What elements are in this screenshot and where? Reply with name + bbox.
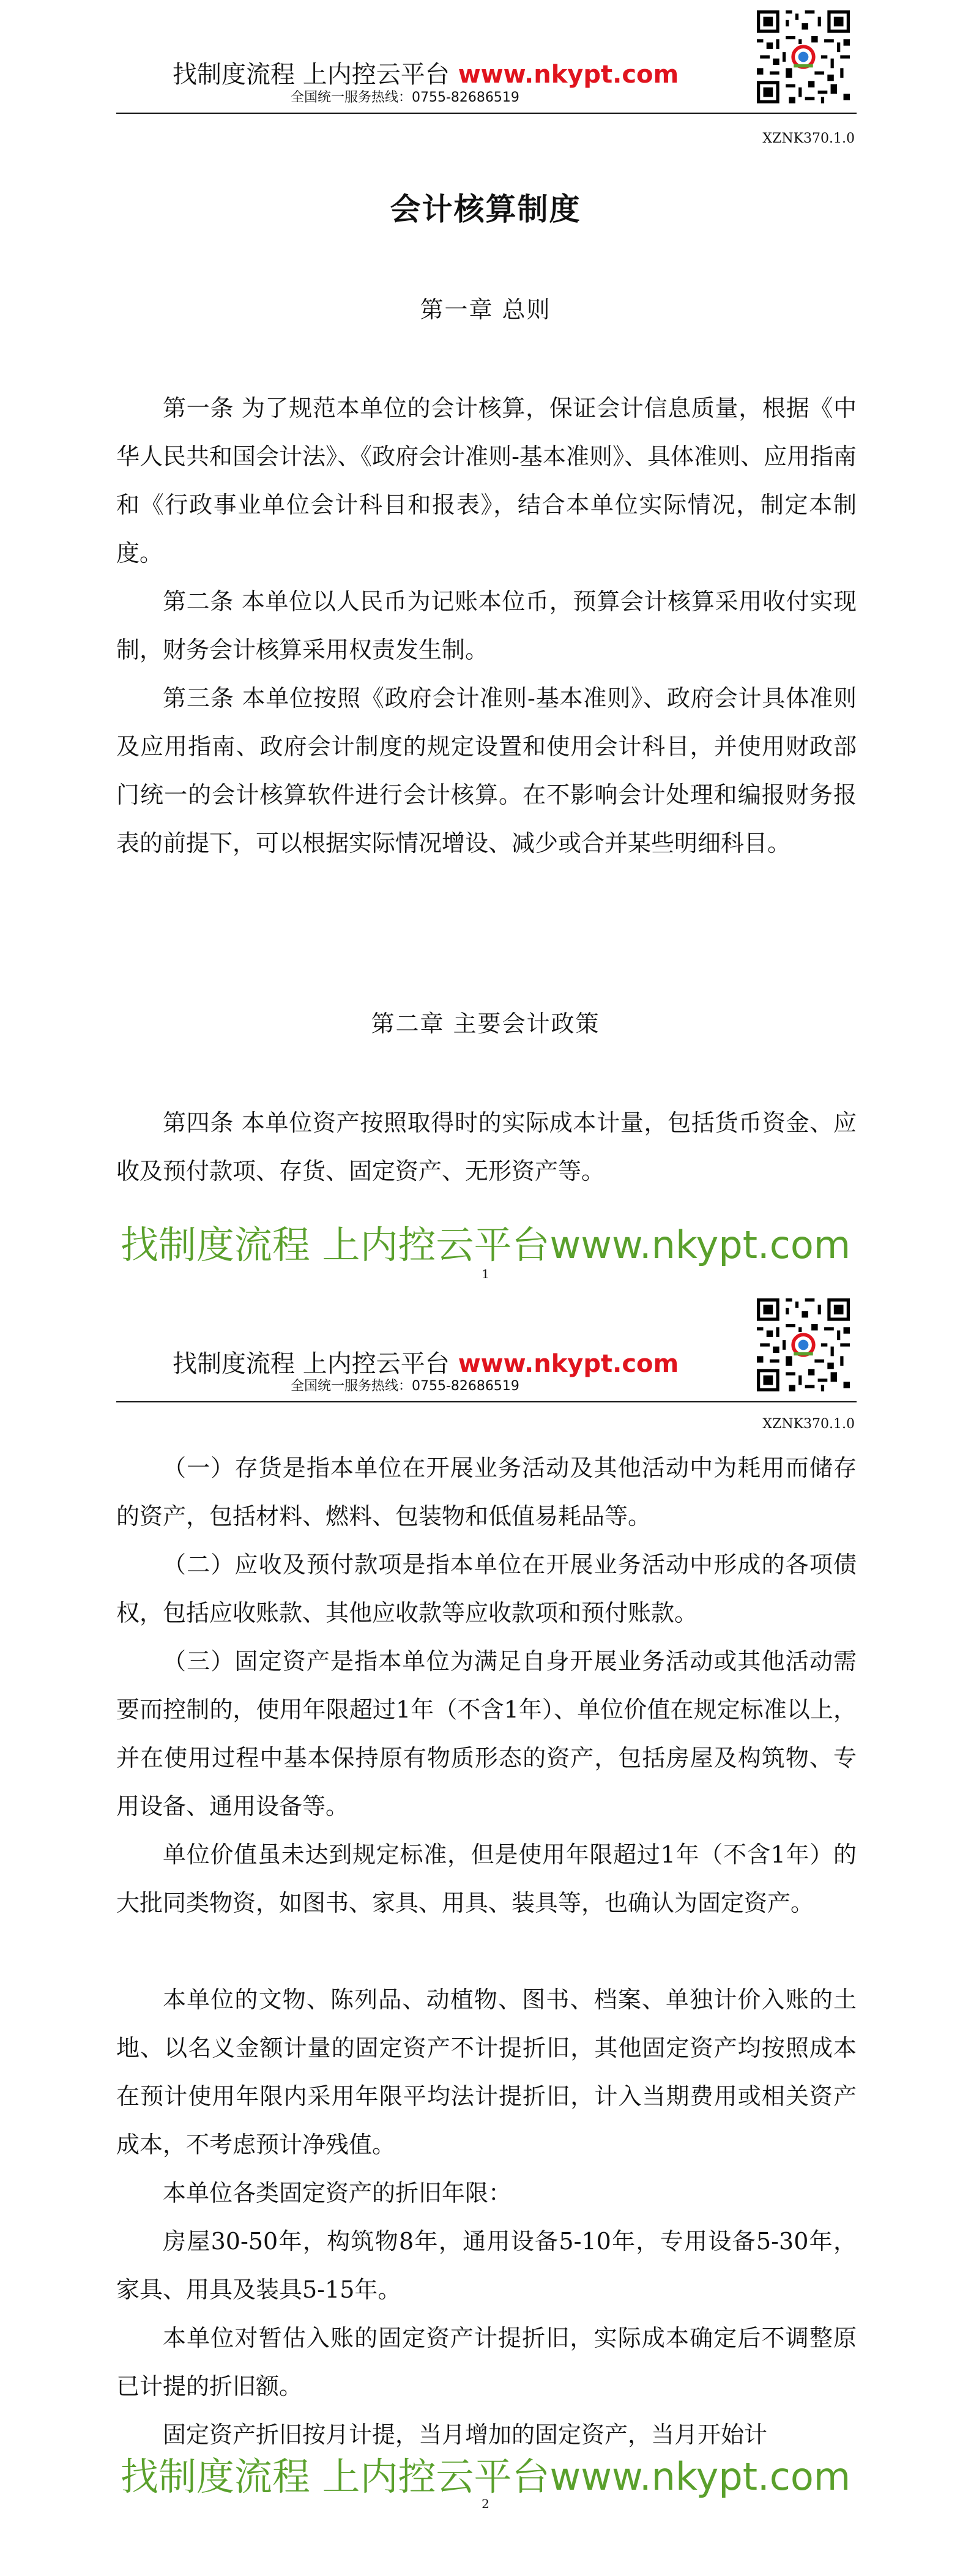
qr-code-icon <box>757 10 850 103</box>
paragraph-depreciation: 本单位的文物、陈列品、动植物、图书、档案、单独计价入账的土地、以名义金额计量的固定资产不计提折旧，其他固定资产均按照成本在预计使用年限内采用年限平均法计提折旧，计入当期费用或相关资产成本，不考虑预计净残值。 <box>116 1986 857 2158</box>
paragraph-bulk-assets: 单位价值虽未达到规定标准，但是使用年限超过1年（不含1年）的大批同类物资，如图书、家具、用具、装具等，也确认为固定资产。 <box>116 1841 857 1916</box>
paragraph-article-2: 第二条 本单位以人民币为记账本位币，预算会计核算采用收付实现制，财务会计核算采用权责发生制。 <box>116 588 857 663</box>
header-url-link[interactable]: www.nkypt.com <box>458 61 679 89</box>
header-divider <box>116 113 857 114</box>
paragraph-depreciation-years-intro: 本单位各类固定资产的折旧年限： <box>163 2180 512 2206</box>
document-code: XZNK370.1.0 <box>762 131 855 146</box>
header-divider <box>116 1401 857 1402</box>
paragraph-inventory: （一）存货是指本单位在开展业务活动及其他活动中为耗用而储存的资产，包括材料、燃料、包装物和低值易耗品等。 <box>116 1454 857 1530</box>
document-code: XZNK370.1.0 <box>762 1416 855 1432</box>
header-title <box>173 1344 679 1379</box>
header-hotline: 全国统一服务热线：0755-82686519 <box>291 90 519 105</box>
footer-watermark: 找制度流程 上内控云平台www.nkypt.com <box>120 1223 851 1267</box>
paragraph-receivables: （二）应收及预付款项是指本单位在开展业务活动中形成的各项债权，包括应收账款、其他应收款等应收款项和预付账款。 <box>116 1551 857 1626</box>
document-page-2 <box>0 1288 971 2576</box>
footer-watermark: 找制度流程 上内控云平台www.nkypt.com <box>120 2454 851 2499</box>
paragraph-depreciation-years: 房屋30-50年，构筑物8年，通用设备5-10年，专用设备5-30年，家具、用具及装具5-15年。 <box>116 2228 857 2303</box>
document-title: 会计核算制度 <box>390 191 581 227</box>
paragraph-fixed-assets: （三）固定资产是指本单位为满足自身开展业务活动或其他活动需要而控制的，使用年限超过1年（不含1年）、单位价值在规定标准以上，并在使用过程中基本保持原有物质形态的资产，包括房屋及构筑物、专用设备、通用设备等。 <box>116 1648 857 1820</box>
page-number: 2 <box>482 2496 489 2511</box>
chapter-heading-1: 第一章 总则 <box>420 296 551 323</box>
page-number: 1 <box>482 1267 489 1281</box>
paragraph-provisional-assets: 本单位对暂估入账的固定资产计提折旧，实际成本确定后不调整原已计提的折旧额。 <box>116 2325 857 2400</box>
header-url-link[interactable]: www.nkypt.com <box>458 1350 679 1378</box>
paragraph-article-1: 第一条 为了规范本单位的会计核算，保证会计信息质量，根据《中华人民共和国会计法》、《政府会计准则-基本准则》、具体准则、应用指南和《行政事业单位会计科目和报表》，结合本单位实际情况，制定本制度。 <box>116 395 857 567</box>
header-title-text: 找制度流程 上内控云平台 <box>173 1350 450 1378</box>
header-hotline: 全国统一服务热线：0755-82686519 <box>291 1379 519 1394</box>
paragraph-article-3: 第三条 本单位按照《政府会计准则-基本准则》、政府会计具体准则及应用指南、政府会计制度的规定设置和使用会计科目，并使用财政部门统一的会计核算软件进行会计核算。在不影响会计处理和编报财务报表的前提下，可以根据实际情况增设、减少或合并某些明细科目。 <box>116 685 857 857</box>
paragraph-monthly-depreciation: 固定资产折旧按月计提，当月增加的固定资产，当月开始计 <box>163 2421 768 2448</box>
header-title <box>173 55 679 90</box>
qr-code-icon <box>757 1298 850 1391</box>
paragraph-article-4: 第四条 本单位资产按照取得时的实际成本计量，包括货币资金、应收及预付款项、存货、固定资产、无形资产等。 <box>116 1109 857 1185</box>
chapter-heading-2: 第二章 主要会计政策 <box>371 1010 600 1037</box>
header-title-text: 找制度流程 上内控云平台 <box>173 61 450 89</box>
